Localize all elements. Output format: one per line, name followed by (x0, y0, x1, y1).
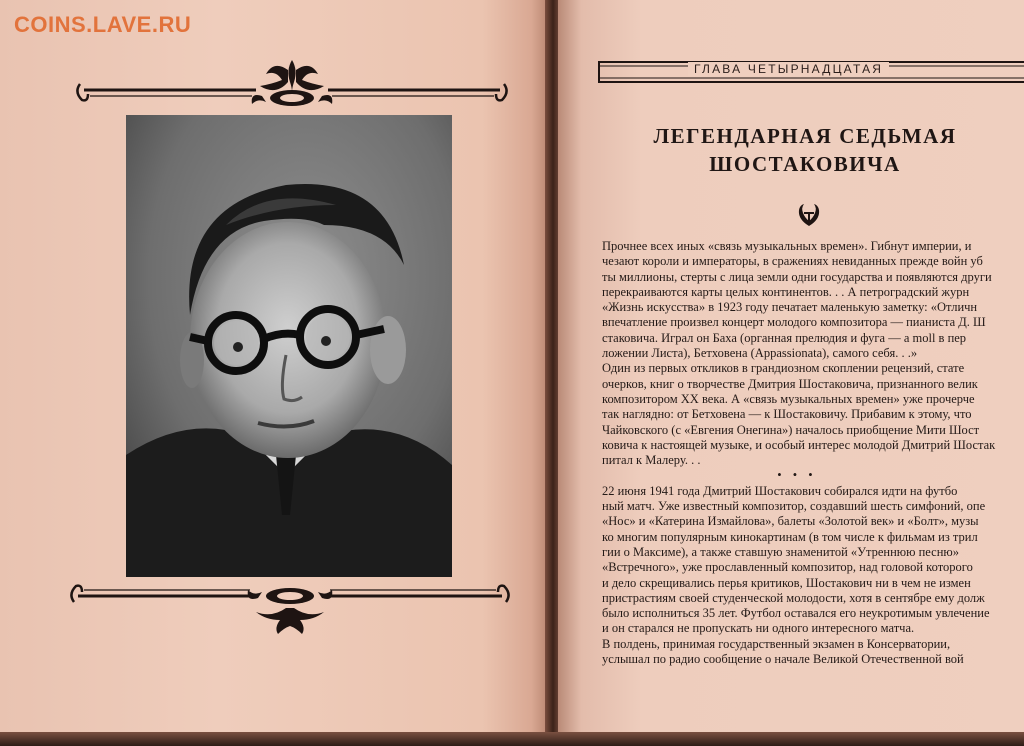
bottom-ornament-icon (70, 578, 510, 636)
text-line: было исполниться 35 лет. Футбол оставался его неукротимым увлечение (602, 606, 990, 621)
text-line: пристрастиям своей студенческой молодости, хотя в сентябре ему долж (602, 590, 985, 605)
text-line: и он старался не пропускать ни одного интересного матча. (602, 621, 915, 636)
chapter-label: ГЛАВА ЧЕТЫРНАДЦАТАЯ (688, 62, 889, 76)
chapter-title (640, 122, 970, 178)
text-line: 22 июня 1941 года Дмитрий Шостакович собирался идти на футбо (602, 483, 958, 498)
text-line: «Нос» и «Катерина Измайлова», балеты «Золотой век» и «Болт», музы (602, 514, 979, 529)
text-line: «Встречного», уже прославленный композитор, над головой которого (602, 560, 973, 575)
text-line: и дело скрещивались перья критиков, Шостакович ни в чем не измен (602, 575, 971, 590)
text-line: Один из первых откликов в грандиозном скоплении рецензий, стате (602, 361, 965, 376)
body-text (602, 239, 1024, 667)
paragraph-2 (602, 361, 1024, 468)
text-line: очерков, книг о творчестве Дмитрия Шостаковича, признанного велик (602, 376, 978, 391)
portrait-photo (126, 115, 452, 577)
text-line: ложении Листа), Бетховена (Appassionata), самого себя. . .» (602, 346, 918, 361)
text-line: ковича к настоящей музыке, и особый интерес молодой Дмитрий Шостак (602, 437, 996, 452)
top-ornament-icon (76, 56, 508, 110)
paragraph-1 (602, 239, 1024, 361)
title-line-2: ШОСТАКОВИЧА (709, 152, 901, 176)
text-line: стаковича. Играл он Баха (органная прелюдия и фуга — a moll в пер (602, 330, 967, 345)
text-line: В полдень, принимая государственный экзамен в Консерватории, (602, 636, 951, 651)
paragraph-4 (602, 637, 1024, 668)
text-line: Чайковского (с «Евгения Онегина») началось приобщение Мити Шост (602, 422, 980, 437)
text-line: ный матч. Уже известный композитор, создавший шесть симфоний, опе (602, 499, 986, 514)
text-line: ко многим популярным кинокартинам (в том числе к фильмам из трил (602, 529, 978, 544)
text-line: «Жизнь искусства» в 1923 году печатает маленькую заметку: «Отличн (602, 300, 978, 315)
text-line: перекраиваются карты целых континентов. . . А петроградский журн (602, 284, 970, 299)
text-line: Прочнее всех иных «связь музыкальных времен». Гибнут империи, и (602, 239, 972, 253)
text-line: ты миллионы, стерты с лица земли одни государства и появляются други (602, 269, 992, 284)
text-line: питал к Малеру. . . (602, 453, 701, 468)
book-bottom-edge (0, 732, 1024, 746)
text-line: так наглядно: от Бетховена — к Шостаковичу. Прибавим к этому, что (602, 407, 972, 422)
text-line: композитором XX века. А «связь музыкальных времен» уже прочерче (602, 391, 975, 406)
paragraph-3 (602, 484, 1024, 637)
watermark: COINS.LAVE.RU (14, 12, 192, 37)
text-line: чезают короли и императоры, в сражениях невиданных прежде войн уб (602, 254, 983, 269)
lyre-icon (795, 202, 823, 228)
section-separator: • • • (777, 468, 817, 483)
text-line: гии о Максиме), а также ставшую знаменитой «Утреннюю песню» (602, 544, 959, 559)
text-line: впечатление произвел концерт молодого композитора — пианиста Д. Ш (602, 315, 986, 330)
text-line: услышал по радио сообщение о начале Великой Отечественной вой (602, 652, 964, 667)
title-line-1: ЛЕГЕНДАРНАЯ СЕДЬМАЯ (653, 124, 957, 148)
